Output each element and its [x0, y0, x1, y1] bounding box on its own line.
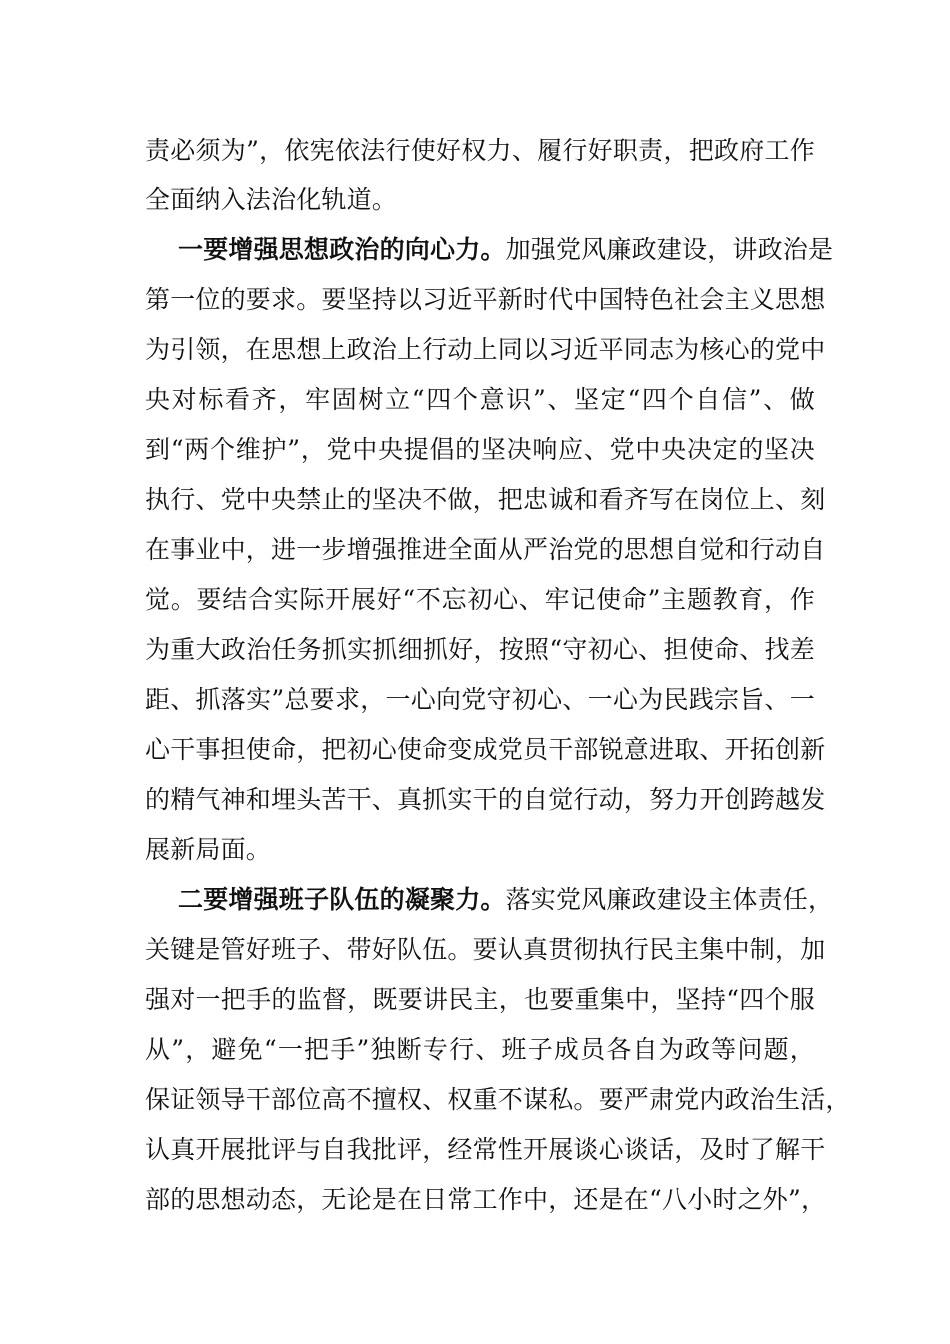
text-line: 从”，避免“一把手”独断专行、班子成员各自为政等问题，	[145, 1035, 815, 1064]
paragraph-first-line	[178, 230, 834, 270]
text-line: 在事业中，进一步增强推进全面从严治党的思想自觉和行动自	[145, 535, 826, 564]
text-line: 为引领，在思想上政治上行动上同以习近平同志为核心的党中	[145, 335, 826, 364]
text-line: 心干事担使命，把初心使命变成党员干部锐意进取、开拓创新	[145, 735, 826, 764]
paragraph-text: 加强党风廉政建设，讲政治是	[505, 235, 834, 264]
text-line: 部的思想动态，无论是在日常工作中，还是在“八小时之外”，	[145, 1185, 827, 1214]
text-line: 的精气神和埋头苦干、真抓实干的自觉行动，努力开创跨越发	[145, 785, 826, 814]
text-line: 到“两个维护”，党中央提倡的坚决响应、党中央决定的坚决	[145, 435, 815, 464]
text-line: 责必须为”，依宪依法行使好权力、履行好职责，把政府工作	[145, 136, 815, 165]
text-line: 距、抓落实”总要求，一心向党守初心、一心为民践宗旨、一	[145, 685, 815, 714]
text-line: 觉。要结合实际开展好“不忘初心、牢记使命”主题教育，作	[145, 585, 815, 614]
text-line: 强对一把手的监督，既要讲民主，也要重集中，坚持“四个服	[145, 985, 815, 1014]
section-heading: 一要增强思想政治的向心力。	[178, 235, 506, 264]
text-line: 全面纳入法治化轨道。	[145, 185, 398, 214]
text-line: 关键是管好班子、带好队伍。要认真贯彻执行民主集中制，加	[145, 935, 826, 964]
text-line: 保证领导干部位高不擅权、权重不谋私。要严肃党内政治生活，	[145, 1085, 851, 1114]
text-line: 为重大政治任务抓实抓细抓好，按照“守初心、担使命、找差	[145, 635, 815, 664]
text-line: 第一位的要求。要坚持以习近平新时代中国特色社会主义思想	[145, 285, 826, 314]
text-line: 央对标看齐，牢固树立“四个意识”、坚定“四个自信”、做	[145, 385, 815, 414]
section-heading: 二要增强班子队伍的凝聚力。	[178, 885, 506, 914]
text-line: 展新局面。	[145, 835, 272, 864]
paragraph-text: 落实党风廉政建设主体责任，	[505, 885, 834, 914]
text-line: 执行、党中央禁止的坚决不做，把忠诚和看齐写在岗位上、刻	[145, 485, 826, 514]
paragraph-first-line	[178, 880, 834, 920]
text-line: 认真开展批评与自我批评，经常性开展谈心谈话，及时了解干	[145, 1135, 826, 1164]
